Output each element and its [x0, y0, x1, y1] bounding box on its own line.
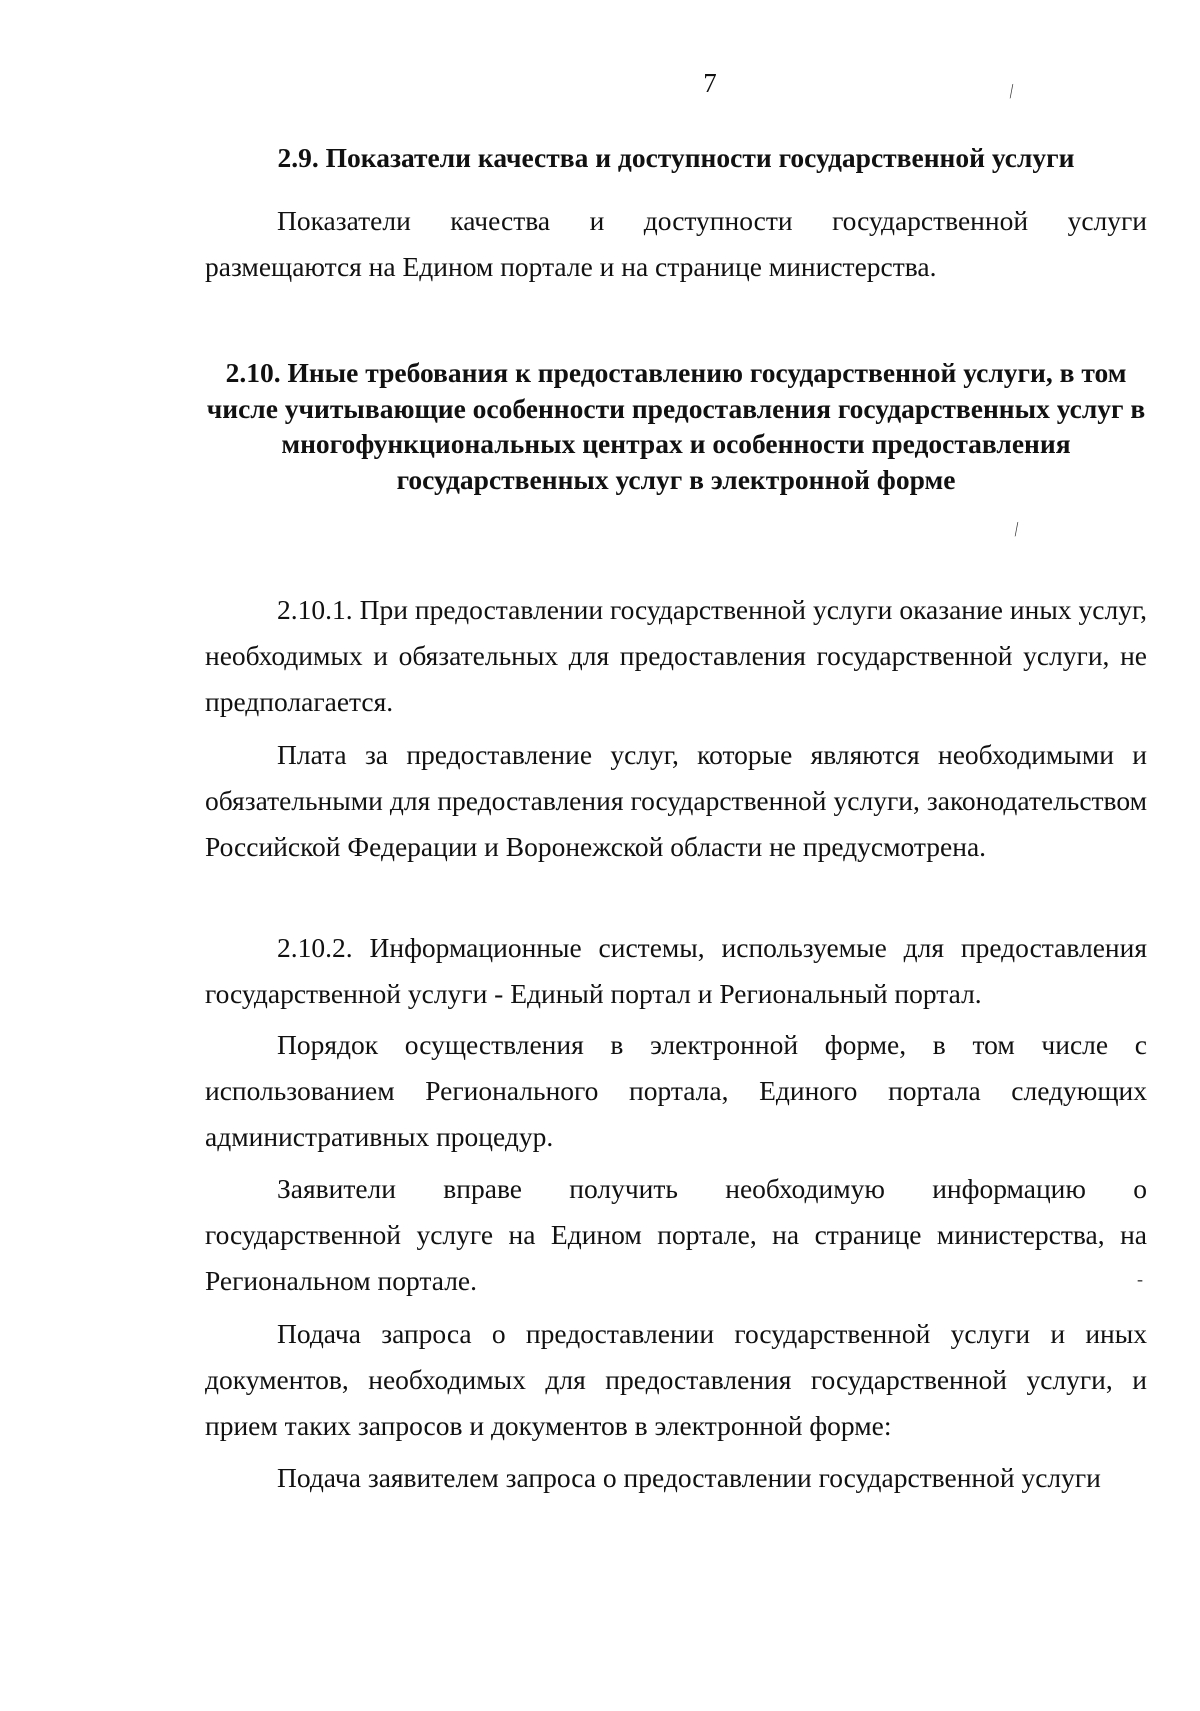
paragraph-2-10-2: 2.10.2. Информационные системы, используемые для предоставления государственной услуги - Единый портал и Региональный портал. — [205, 932, 1147, 1009]
paragraph-2-10-1: 2.10.1. При предоставлении государственной услуги оказание иных услуг, необходимых и обязательных для предоставления государственной услуги, не предполагается. — [205, 594, 1147, 717]
paragraph-applicant-request: Подача заявителем запроса о предоставлении государственной услуги — [277, 1462, 1101, 1493]
scan-mark: - — [1137, 1269, 1143, 1289]
paragraph-request-submission: Подача запроса о предоставлении государственной услуги и иных документов, необходимых для предоставления государственной услуги, и прием таких запросов и документов в электронной форме: — [205, 1318, 1147, 1441]
section-2-9-paragraph: Показатели качества и доступности государственной услуги размещаются на Едином портале и на странице министерства. — [205, 205, 1147, 282]
page-number: 7 — [703, 68, 717, 98]
section-2-9-heading: 2.9. Показатели качества и доступности государственной услуги — [277, 142, 1075, 173]
scan-mark: ⁄ — [1005, 81, 1018, 101]
paragraph-procedures: Порядок осуществления в электронной форме, в том числе с использованием Регионального портала, Единого портала следующих административных процедур. — [205, 1029, 1147, 1152]
paragraph-applicants-info: Заявители вправе получить необходимую информацию о государственной услуге на Едином портале, на странице министерства, на Региональном портале. — [205, 1173, 1147, 1296]
scan-mark: ⁄ — [1010, 519, 1023, 539]
section-2-10-heading: 2.10. Иные требования к предоставлению государственной услуги, в том числе учитывающие особенности предоставления государственных услуг в многофункциональных центрах и особенности предоставления государственных услуг в электронной форме — [206, 357, 1146, 495]
paragraph-fee: Плата за предоставление услуг, которые являются необходимыми и обязательными для предоставления государственной услуги, законодательством Российской Федерации и Воронежской области не предусмотрена. — [205, 739, 1147, 862]
